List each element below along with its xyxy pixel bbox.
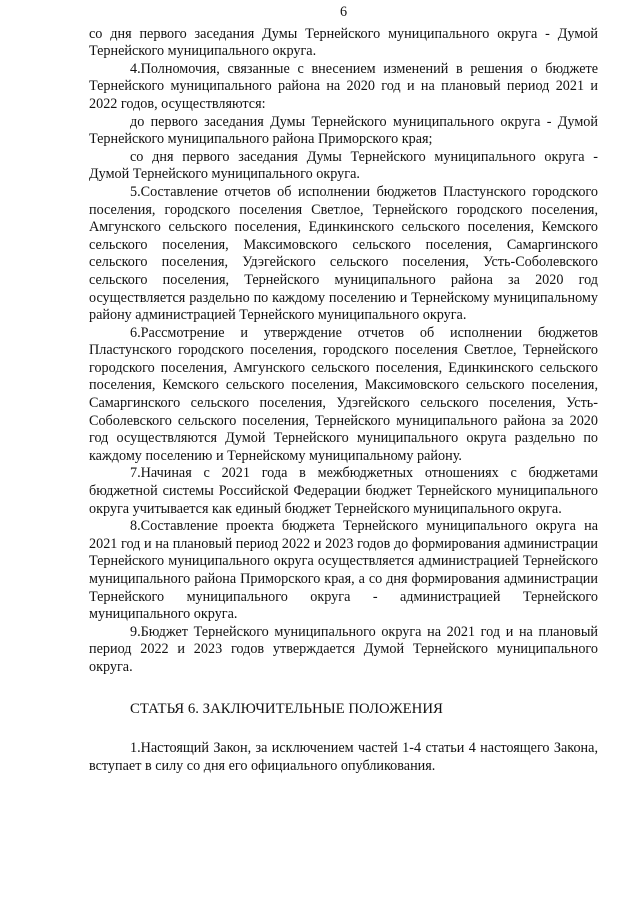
paragraph-final-item-1: 1.Настоящий Закон, за исключением частей 1-4 статьи 4 настоящего Закона, вступает в силу со дня его официального опубликования. (89, 740, 598, 774)
paragraph-item-7: 7.Начиная с 2021 года в межбюджетных отношениях с бюджетами бюджетной системы Российской Федерации бюджет Тернейского муниципального округа учитывается как единый бюджет Тернейского муниципального округа. (89, 465, 598, 517)
paragraph-item-9: 9.Бюджет Тернейского муниципального округа на 2021 год и на плановый период 2022 и 2023 годов утверждается Думой Тернейского муниципального округа. (89, 623, 598, 675)
paragraph-continuation: со дня первого заседания Думы Тернейского муниципального округа - Думой Тернейского муниципального округа. (89, 25, 598, 60)
paragraph-item-4-sub-2: со дня первого заседания Думы Тернейского муниципального округа - Думой Тернейского муниципального округа. (89, 148, 598, 183)
paragraph-item-5: 5.Составление отчетов об исполнении бюджетов Пластунского городского поселения, городского поселения Светлое, Тернейского городского поселения, Амгунского сельского поселения, Единкинского сельского поселения, Кемского сельского поселения, Максимовского сельского поселения, Самаргинского сельского поселения, Удэгейского сельского поселения, Усть-Соболевского сельского поселения, Тернейского муниципального района за 2020 год осуществляется раздельно по каждому поселению и Тернейскому муниципальному району администрацией Тернейского муниципального округа. (89, 183, 598, 324)
page-number: 6 (339, 4, 348, 20)
section-heading: СТАТЬЯ 6. ЗАКЛЮЧИТЕЛЬНЫЕ ПОЛОЖЕНИЯ (130, 700, 443, 717)
paragraph-item-8: 8.Составление проекта бюджета Тернейского муниципального округа на 2021 год и на плановый период 2022 и 2023 годов до формирования администрации Тернейского муниципального округа осуществляется администрацией Тернейского муниципального района Приморского края, а со дня формирования администрации Тернейского муниципального округа - администрацией Тернейского муниципального округа. (89, 518, 598, 623)
paragraph-item-6: 6.Рассмотрение и утверждение отчетов об исполнении бюджетов Пластунского городского поселения, городского поселения Светлое, Тернейского городского поселения, Амгунского сельского поселения, Единкинского сельского поселения, Кемского сельского поселения, Максимовского сельского поселения, Самаргинского сельского поселения, Удэгейского сельского поселения, Усть-Соболевского сельского поселения, Тернейского муниципального района за 2020 год осуществляются Думой Тернейского муниципального округа раздельно по каждому поселению и Тернейскому муниципальному району. (89, 324, 598, 464)
paragraph-item-4-sub-1: до первого заседания Думы Тернейского муниципального округа - Думой Тернейского муниципального района Приморского края; (89, 113, 598, 148)
paragraph-item-4: 4.Полномочия, связанные с внесением изменений в решения о бюджете Тернейского муниципального района на 2020 год и на плановый период 2021 и 2022 годов, осуществляются: (89, 60, 598, 112)
